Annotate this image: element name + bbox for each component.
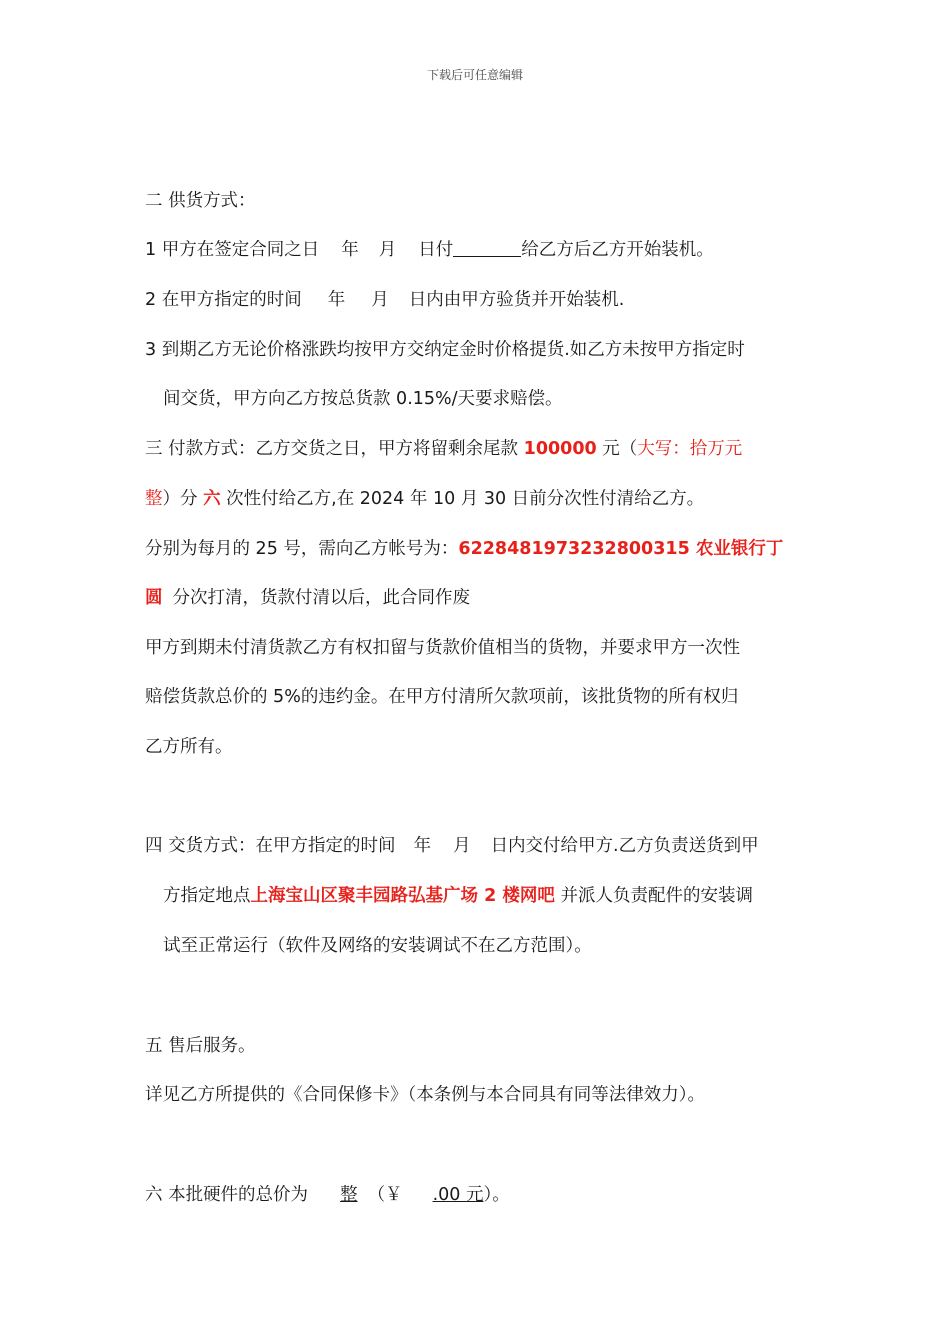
clause-2-2: 2 在甲方指定的时间 年 月 日内由甲方验货并开始装机.: [145, 290, 625, 310]
clause-2-3-cont: 间交货，甲方向乙方按总货款 0.15%/天要求赔偿。: [163, 389, 563, 409]
remaining-amount: 100000: [523, 439, 597, 459]
section-3-payment: 三 付款方式：乙方交货之日，甲方将留剩余尾款 100000 元（大写：拾万元: [145, 439, 743, 459]
delivery-address: 上海宝山区聚丰园路弘基广场 2 楼网吧: [250, 886, 555, 906]
amount-in-words: 大写：拾万元: [637, 439, 743, 459]
section-2-title: 二 供货方式：: [145, 191, 256, 211]
penalty-line-3: 乙方所有。: [145, 737, 233, 757]
installment-count: 六: [203, 489, 221, 509]
page-header: 下载后可任意编辑: [426, 68, 523, 82]
section-4-delivery: 四 交货方式：在甲方指定的时间 年 月 日内交付给甲方.乙方负责送货到甲: [145, 836, 759, 856]
section-6-total: 六 本批硬件的总价为 整 （￥ .00 元）。: [145, 1185, 510, 1205]
penalty-line-2: 赔偿货款总价的 5%的违约金。在甲方付清所欠款项前，该批货物的所有权归: [145, 687, 739, 707]
section-5-body: 详见乙方所提供的《合同保修卡》（本条例与本合同具有同等法律效力）。: [145, 1085, 705, 1105]
section-5-title: 五 售后服务。: [145, 1036, 256, 1056]
section-4-cont-2: 试至正常运行（软件及网络的安装调试不在乙方范围）。: [163, 936, 592, 956]
account-line: 分别为每月的 25 号，需向乙方帐号为：6228481973232800315 农业银行丁: [145, 539, 784, 559]
clause-2-3: 3 到期乙方无论价格涨跌均按甲方交纳定金时价格提货.如乙方未按甲方指定时: [145, 340, 745, 360]
clause-2-1: 1 甲方在签定合同之日 年 月 日付 给乙方后乙方开始装机。: [145, 240, 714, 260]
account-line-cont: 圆 分次打清，货款付清以后，此合同作废: [145, 588, 470, 608]
bank-account: 6228481973232800315 农业银行丁: [458, 539, 784, 559]
section-3-cont: 整）分 六 次性付给乙方,在 2024 年 10 月 30 日前分次性付清给乙方。: [145, 489, 705, 509]
section-4-cont: 方指定地点上海宝山区聚丰园路弘基广场 2 楼网吧 并派人负责配件的安装调: [163, 886, 753, 906]
payment-blank: [453, 238, 521, 257]
penalty-line-1: 甲方到期未付清货款乙方有权扣留与货款价值相当的货物，并要求甲方一次性: [145, 638, 740, 658]
